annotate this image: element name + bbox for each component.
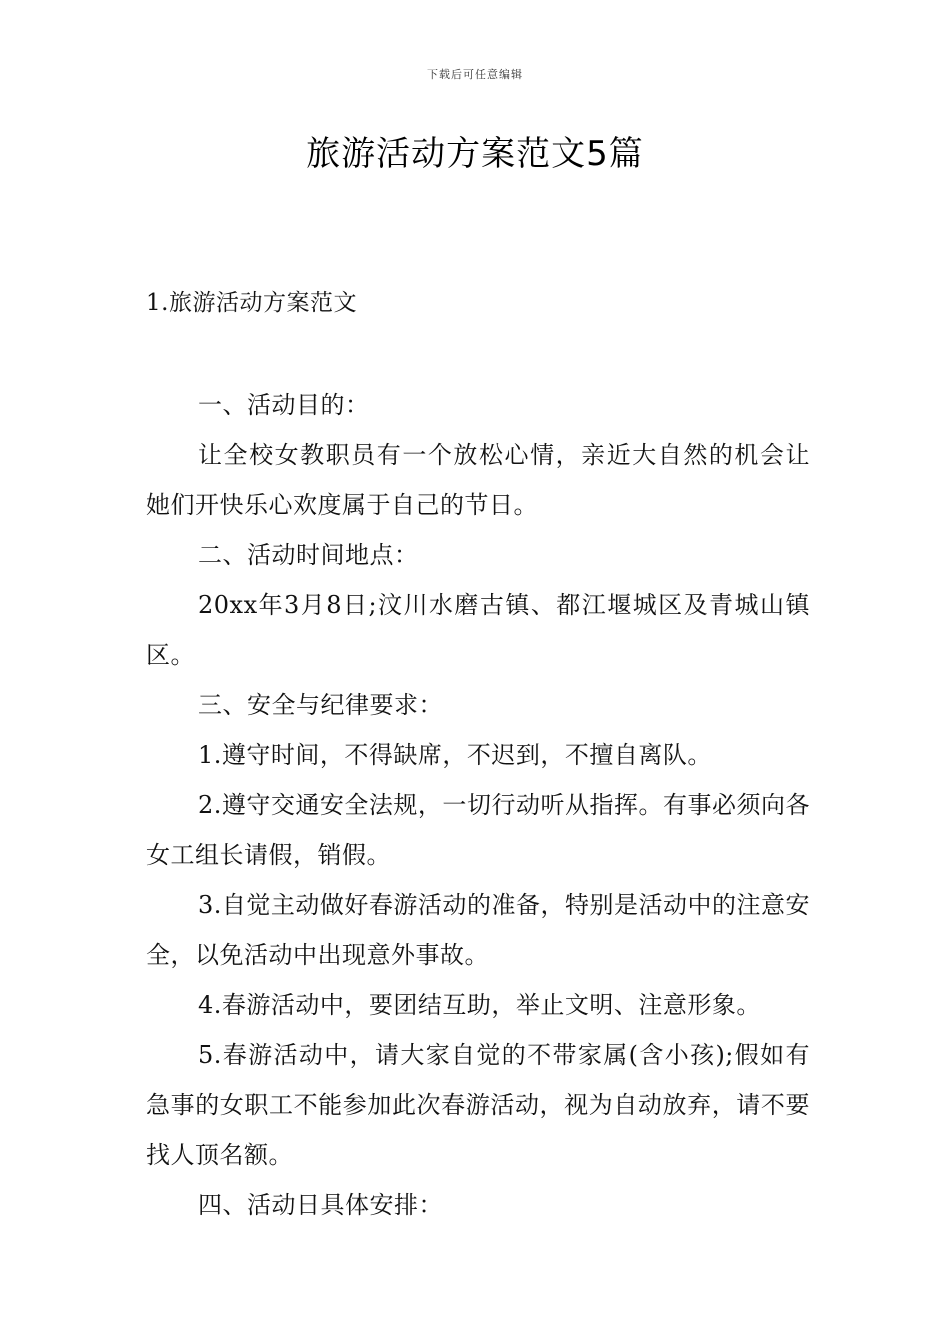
section-title: 1.旅游活动方案范文 <box>146 290 357 316</box>
paragraph-rules-heading: 三、安全与纪律要求： <box>198 691 443 719</box>
paragraph-rule-4: 4.春游活动中，要团结互助，举止文明、注意形象。 <box>198 991 761 1019</box>
paragraph-rule-2: 2.遵守交通安全法规，一切行动听从指挥。有事必须向各女工组长请假，销假。 <box>146 791 810 869</box>
paragraph-schedule-heading: 四、活动日具体安排： <box>198 1191 443 1219</box>
paragraph-rule-1: 1.遵守时间，不得缺席，不迟到，不擅自离队。 <box>198 741 712 769</box>
header-note: 下载后可任意编辑 <box>427 68 523 81</box>
paragraph-purpose: 让全校女教职员有一个放松心情，亲近大自然的机会让她们开快乐心欢度属于自己的节日。 <box>146 441 810 519</box>
document-body <box>146 380 810 1230</box>
paragraph-time-place: 20xx年3月8日;汶川水磨古镇、都江堰城区及青城山镇区。 <box>146 591 810 669</box>
document-title: 旅游活动方案范文5篇 <box>306 134 644 174</box>
paragraph-time-place-heading: 二、活动时间地点： <box>198 541 419 569</box>
paragraph-purpose-heading: 一、活动目的： <box>198 391 370 419</box>
paragraph-rule-5: 5.春游活动中，请大家自觉的不带家属(含小孩);假如有急事的女职工不能参加此次春游活动，视为自动放弃，请不要找人顶名额。 <box>146 1041 810 1169</box>
paragraph-rule-3: 3.自觉主动做好春游活动的准备，特别是活动中的注意安全，以免活动中出现意外事故。 <box>146 891 810 969</box>
